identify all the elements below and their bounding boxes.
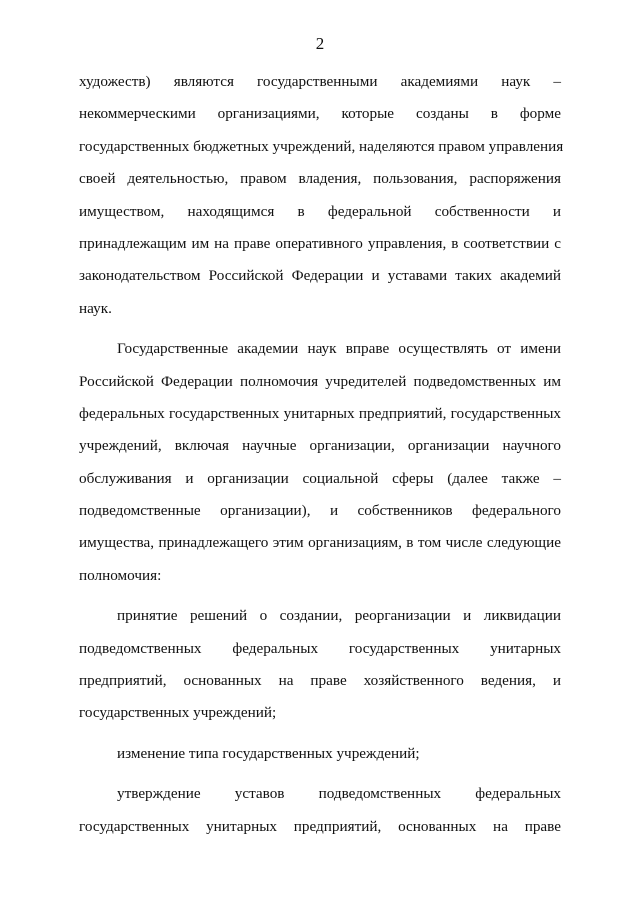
text-line: государственных унитарных предприятий, основанных на праве bbox=[79, 817, 561, 835]
text-line: наук. bbox=[79, 299, 112, 317]
text-line: принадлежащим им на праве оперативного управления, в соответствии с bbox=[79, 234, 561, 252]
text-line: законодательством Российской Федерации и уставами таких академий bbox=[79, 267, 561, 285]
paragraph-spacer bbox=[79, 592, 561, 600]
text-line: подведомственных федеральных государственных унитарных bbox=[79, 639, 561, 657]
paragraph bbox=[79, 333, 561, 592]
text-line: Государственные академии наук вправе осуществлять от имени bbox=[117, 340, 561, 358]
document-body bbox=[79, 66, 564, 843]
text-line: утверждение уставов подведомственных федеральных bbox=[117, 785, 561, 803]
text-line: государственных бюджетных учреждений, наделяются правом управления bbox=[79, 137, 564, 155]
paragraph-spacer bbox=[79, 325, 561, 333]
text-line: полномочия: bbox=[79, 566, 162, 584]
text-line: Российской Федерации полномочия учредителей подведомственных им bbox=[79, 372, 561, 390]
text-line: принятие решений о создании, реорганизации и ликвидации bbox=[117, 607, 561, 625]
text-line: изменение типа государственных учреждений; bbox=[117, 744, 420, 762]
text-line: художеств) являются государственными академиями наук – bbox=[79, 73, 561, 90]
text-line: имуществом, находящимся в федеральной собственности и bbox=[79, 202, 561, 220]
page-number: 2 bbox=[315, 34, 325, 53]
text-line: некоммерческими организациями, которые созданы в форме bbox=[79, 105, 561, 123]
text-line: предприятий, основанных на праве хозяйственного ведения, и bbox=[79, 672, 561, 690]
paragraph bbox=[79, 66, 564, 325]
paragraph bbox=[79, 778, 561, 843]
paragraph-spacer bbox=[79, 730, 561, 738]
text-line: имущества, принадлежащего этим организациям, в том числе следующие bbox=[79, 534, 561, 552]
paragraph bbox=[79, 600, 561, 730]
paragraph-spacer bbox=[79, 770, 561, 778]
text-line: своей деятельностью, правом владения, пользования, распоряжения bbox=[79, 170, 561, 188]
text-line: государственных учреждений; bbox=[79, 704, 277, 722]
text-line: учреждений, включая научные организации, организации научного bbox=[79, 437, 561, 455]
paragraph bbox=[79, 738, 561, 770]
text-line: обслуживания и организации социальной сферы (далее также – bbox=[79, 469, 561, 487]
text-line: подведомственные организации), и собственников федерального bbox=[79, 502, 561, 520]
text-line: федеральных государственных унитарных предприятий, государственных bbox=[79, 404, 561, 422]
